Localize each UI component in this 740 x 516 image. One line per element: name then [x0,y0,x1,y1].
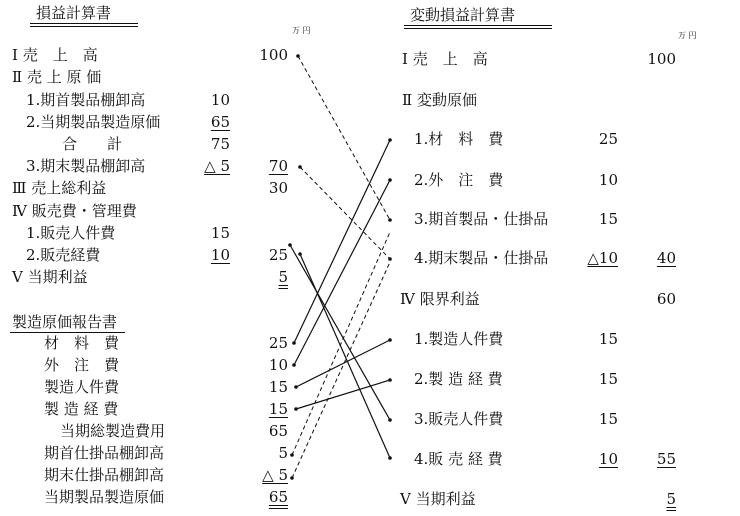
dot-outsourcing [292,363,296,367]
var-variable-cost-total: 40 [656,249,676,267]
var-unit: 万 円 [678,31,697,40]
dot-var-mfg-overhead [388,378,392,382]
dot-materials [292,341,296,345]
connector-sales-personnel [290,245,390,420]
connector-materials [294,140,390,343]
dot-var-materials [388,138,392,142]
mfg-end-wip-label: 期末仕掛品棚卸高 [44,466,165,484]
mfg-total-value: 65 [268,422,288,440]
connector-end-wip [292,262,390,478]
mfg-product-cost-value: 65 [268,488,288,506]
dot-var-sales-expense [388,456,392,460]
var-sales-label: Ⅰ 売 上 高 [402,50,488,68]
pl-sales-expense-label: 2.販売経費 [26,246,101,264]
connector-mfg-labor [296,340,390,387]
dot-sales [296,54,300,58]
var-mfg-overhead-label: 2.製 造 経 費 [414,370,503,388]
dot-sales-personnel [288,243,292,247]
pl-cogs-label: Ⅱ 売 上 原 価 [12,68,102,86]
var-sales-personnel-label: 3.販売人件費 [414,410,504,428]
connector-begin-wip [292,232,390,455]
pl-unit: 万 円 [292,26,311,35]
connector-begin-inv [298,56,390,220]
dot-labor [294,385,298,389]
pl-mfg-cost-label: 2.当期製品製造原価 [26,113,161,131]
pl-net-income-label: Ⅴ 当期利益 [12,268,88,286]
dot-end-inv [298,165,302,169]
var-net-income-label: Ⅴ 当期利益 [400,490,476,508]
dot-var-outsourcing [388,178,392,182]
var-end-inv-label: 4.期末製品・仕掛品 [414,249,549,267]
var-begin-inv-amount: 15 [598,210,618,228]
pl-mfg-cost-amount: 65 [210,113,230,131]
dot-end-wip [290,476,294,480]
connector-sales-expense [300,254,390,458]
mfg-begin-wip-value: 5 [278,444,288,462]
var-begin-inv-label: 3.期首製品・仕掛品 [414,210,549,228]
var-mfg-labor-label: 1.製造人件費 [414,330,504,348]
mfg-outsourcing-value: 10 [268,356,288,374]
pl-sales-label: Ⅰ 売 上 高 [12,46,98,64]
pl-gross-profit-label: Ⅲ 売上総利益 [12,179,107,197]
connector-end-inv [300,167,390,259]
pl-title: 損益計算書 [36,4,112,22]
pl-sales-expense-amount: 10 [210,246,230,264]
var-sales-expense-amount: 10 [598,450,618,468]
pl-subtotal-label: 合 計 [62,135,123,153]
var-variable-cost-label: Ⅱ 変動原価 [402,91,477,109]
dot-sales-expense [298,252,302,256]
dot-var-mfg-labor [388,338,392,342]
pl-gross-profit-total: 30 [268,179,288,197]
mfg-outsourcing-label: 外 注 費 [44,356,120,374]
var-title: 変動損益計算書 [410,6,516,24]
dot-var-sales-personnel [388,418,392,422]
var-net-income-total: 5 [666,490,676,508]
mfg-overhead-label: 製 造 経 費 [44,400,119,418]
mfg-total-label: 当期総製造費用 [60,422,166,440]
mfg-title: 製造原価報告書 [12,313,118,331]
pl-end-inv-amount: △ 5 [204,157,230,175]
pl-end-inv-label: 3.期末製品棚卸高 [26,157,146,175]
mfg-overhead-value: 15 [268,400,288,418]
var-marginal-profit-label: Ⅳ 限界利益 [400,290,480,308]
dot-begin-wip [290,453,294,457]
dot-var-begin [388,218,392,222]
pl-begin-inv-label: 1.期首製品棚卸高 [26,91,146,109]
mfg-labor-value: 15 [268,378,288,396]
pl-sga-total: 25 [268,246,288,264]
var-sales-personnel-amount: 15 [598,410,618,428]
pl-sga-label: Ⅳ 販売費・管理費 [12,202,137,220]
var-marginal-profit-total: 60 [656,290,676,308]
pl-net-income-total: 5 [278,268,288,286]
var-outsourcing-amount: 10 [598,171,618,189]
var-materials-amount: 25 [598,130,618,148]
pl-begin-inv-amount: 10 [210,91,230,109]
mfg-labor-label: 製造人件費 [44,378,120,396]
var-end-inv-amount: △10 [587,249,618,267]
pl-subtotal-amount: 75 [210,135,230,153]
pl-cogs-total: 70 [268,157,288,175]
var-sales-expense-label: 4.販 売 経 費 [414,450,503,468]
dot-var-end [388,257,392,261]
var-fixed-cost-total: 55 [656,450,676,468]
mfg-end-wip-value: △ 5 [262,466,288,484]
pl-sales-personnel-amount: 15 [210,224,230,242]
var-materials-label: 1.材 料 費 [414,130,504,148]
dot-overhead [294,407,298,411]
var-sales-total: 100 [647,50,676,68]
mfg-product-cost-label: 当期製品製造原価 [44,488,165,506]
var-mfg-labor-amount: 15 [598,330,618,348]
mfg-materials-value: 25 [268,334,288,352]
var-mfg-overhead-amount: 15 [598,370,618,388]
var-outsourcing-label: 2.外 注 費 [414,171,504,189]
pl-sales-total: 100 [259,46,288,64]
pl-sales-personnel-label: 1.販売人件費 [26,224,116,242]
mfg-materials-label: 材 料 費 [44,334,120,352]
mfg-begin-wip-label: 期首仕掛品棚卸高 [44,444,165,462]
